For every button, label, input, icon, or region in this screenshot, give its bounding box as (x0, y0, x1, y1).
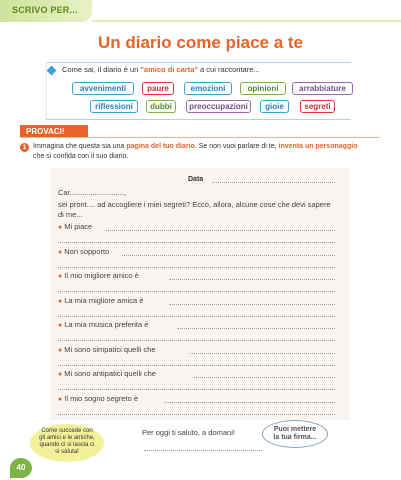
prompt-line (58, 271, 139, 280)
instr-part-1: Immagina che questa sia una (33, 143, 127, 150)
chip-opinioni: opinioni (240, 82, 286, 95)
section-banner (0, 0, 92, 22)
answer-field[interactable] (164, 402, 335, 403)
prompt-line (58, 345, 156, 354)
instr-part-3: che si confida con il suo diario. (33, 152, 129, 160)
chip-gioie: gioie (260, 100, 289, 113)
date-field[interactable] (212, 182, 335, 183)
instr-highlight-1: pagina del tuo diario (126, 143, 195, 150)
instr-highlight-2: inventa un personaggio (278, 143, 358, 150)
prompt-line (58, 369, 156, 378)
page-title: Un diario come piace a te (97, 33, 303, 52)
intro-text (62, 65, 260, 74)
answer-field[interactable] (106, 230, 335, 231)
prompt-label: Non sopporto (64, 246, 110, 256)
bullet-icon: ● (58, 224, 63, 231)
bullet-icon: ● (58, 371, 63, 378)
chip-emozioni: emozioni (184, 82, 232, 95)
answer-field-continuation[interactable] (58, 389, 335, 390)
answer-field[interactable] (190, 353, 335, 354)
bullet-icon: ● (58, 322, 63, 329)
bullet-icon: ● (58, 273, 63, 280)
answer-field-continuation[interactable] (58, 291, 335, 292)
bullet-icon: ● (58, 395, 63, 403)
prompt-line (58, 222, 92, 231)
tip-left-text: Come succede con gli amici e le amiche, quando ci si lascia ci si saluta! (39, 428, 95, 455)
section-label: SCRIVO PER... (12, 5, 78, 15)
prompt-label: Mi sono simpatici quelli che (64, 344, 156, 354)
answer-field[interactable] (169, 279, 335, 280)
provaci-label: PROVACI! (20, 125, 88, 138)
prompt-label: Mi sono antipatici quelli che (64, 369, 156, 378)
answer-field[interactable] (177, 328, 335, 329)
answer-field-continuation[interactable] (58, 267, 335, 268)
tip-right-text: Puoi mettere la tua firma... (273, 426, 317, 441)
answer-field-continuation[interactable] (58, 316, 335, 317)
prompt-line (58, 394, 138, 403)
opening-line-1: sei pront.... ad accogliere i miei segreti? Ecco, allora, alcune cose che devi sapere (58, 200, 331, 209)
exercise-instructions (33, 142, 363, 161)
prompt-label: Il mio sogno segreto è (64, 393, 139, 403)
chip-avvenimenti: avvenimenti (72, 82, 134, 95)
chip-paure: paure (142, 82, 174, 95)
chip-dubbi: dubbi (146, 100, 176, 113)
prompt-label: La mia migliore amica è (64, 295, 144, 305)
prompt-label: La mia musica preferita è (64, 320, 149, 329)
prompt-label: Mi piace (64, 222, 93, 231)
answer-field-continuation[interactable] (58, 242, 335, 243)
chip-riflessioni: riflessioni (90, 100, 138, 113)
answer-field[interactable] (169, 304, 335, 305)
prompt-line (58, 320, 148, 329)
intro-text-before: Come sai, il diario è un (62, 65, 141, 74)
header-divider (92, 20, 401, 22)
answer-field[interactable] (194, 377, 335, 378)
tip-bubble-left (30, 424, 104, 462)
answer-field-continuation[interactable] (58, 340, 335, 341)
prompt-line (58, 296, 143, 305)
prompt-line (58, 247, 109, 256)
chip-segreti: segreti (300, 100, 335, 113)
chip-preoccupazioni: preoccupazioni (186, 100, 251, 113)
salutation: Car.........................., (58, 188, 126, 197)
page-number: 40 (10, 458, 32, 478)
exercise-number: 1 (20, 143, 29, 152)
date-row (188, 176, 203, 183)
chip-arrabbiature: arrabbiature (292, 82, 353, 95)
bullet-icon: ● (58, 248, 63, 256)
opening-line-2: di me... (58, 210, 83, 219)
answer-field-continuation[interactable] (58, 414, 335, 415)
intro-highlight: "amico di carta" (140, 65, 198, 74)
answer-field-continuation[interactable] (58, 365, 335, 366)
intro-text-after: a cui raccontare... (197, 65, 260, 74)
prompt-label: Il mio migliore amico è (64, 271, 139, 280)
bullet-icon: ● (58, 297, 63, 305)
provaci-divider (20, 137, 380, 138)
instr-part-2: . Se non vuoi parlare di te, (194, 143, 279, 150)
answer-field[interactable] (122, 255, 335, 256)
date-label: Data (188, 176, 204, 183)
bullet-icon: ● (58, 346, 63, 354)
signature-field[interactable] (144, 450, 262, 451)
tip-bubble-right (262, 420, 328, 448)
closing-text: Per oggi ti saluto, a domani! (142, 428, 235, 437)
